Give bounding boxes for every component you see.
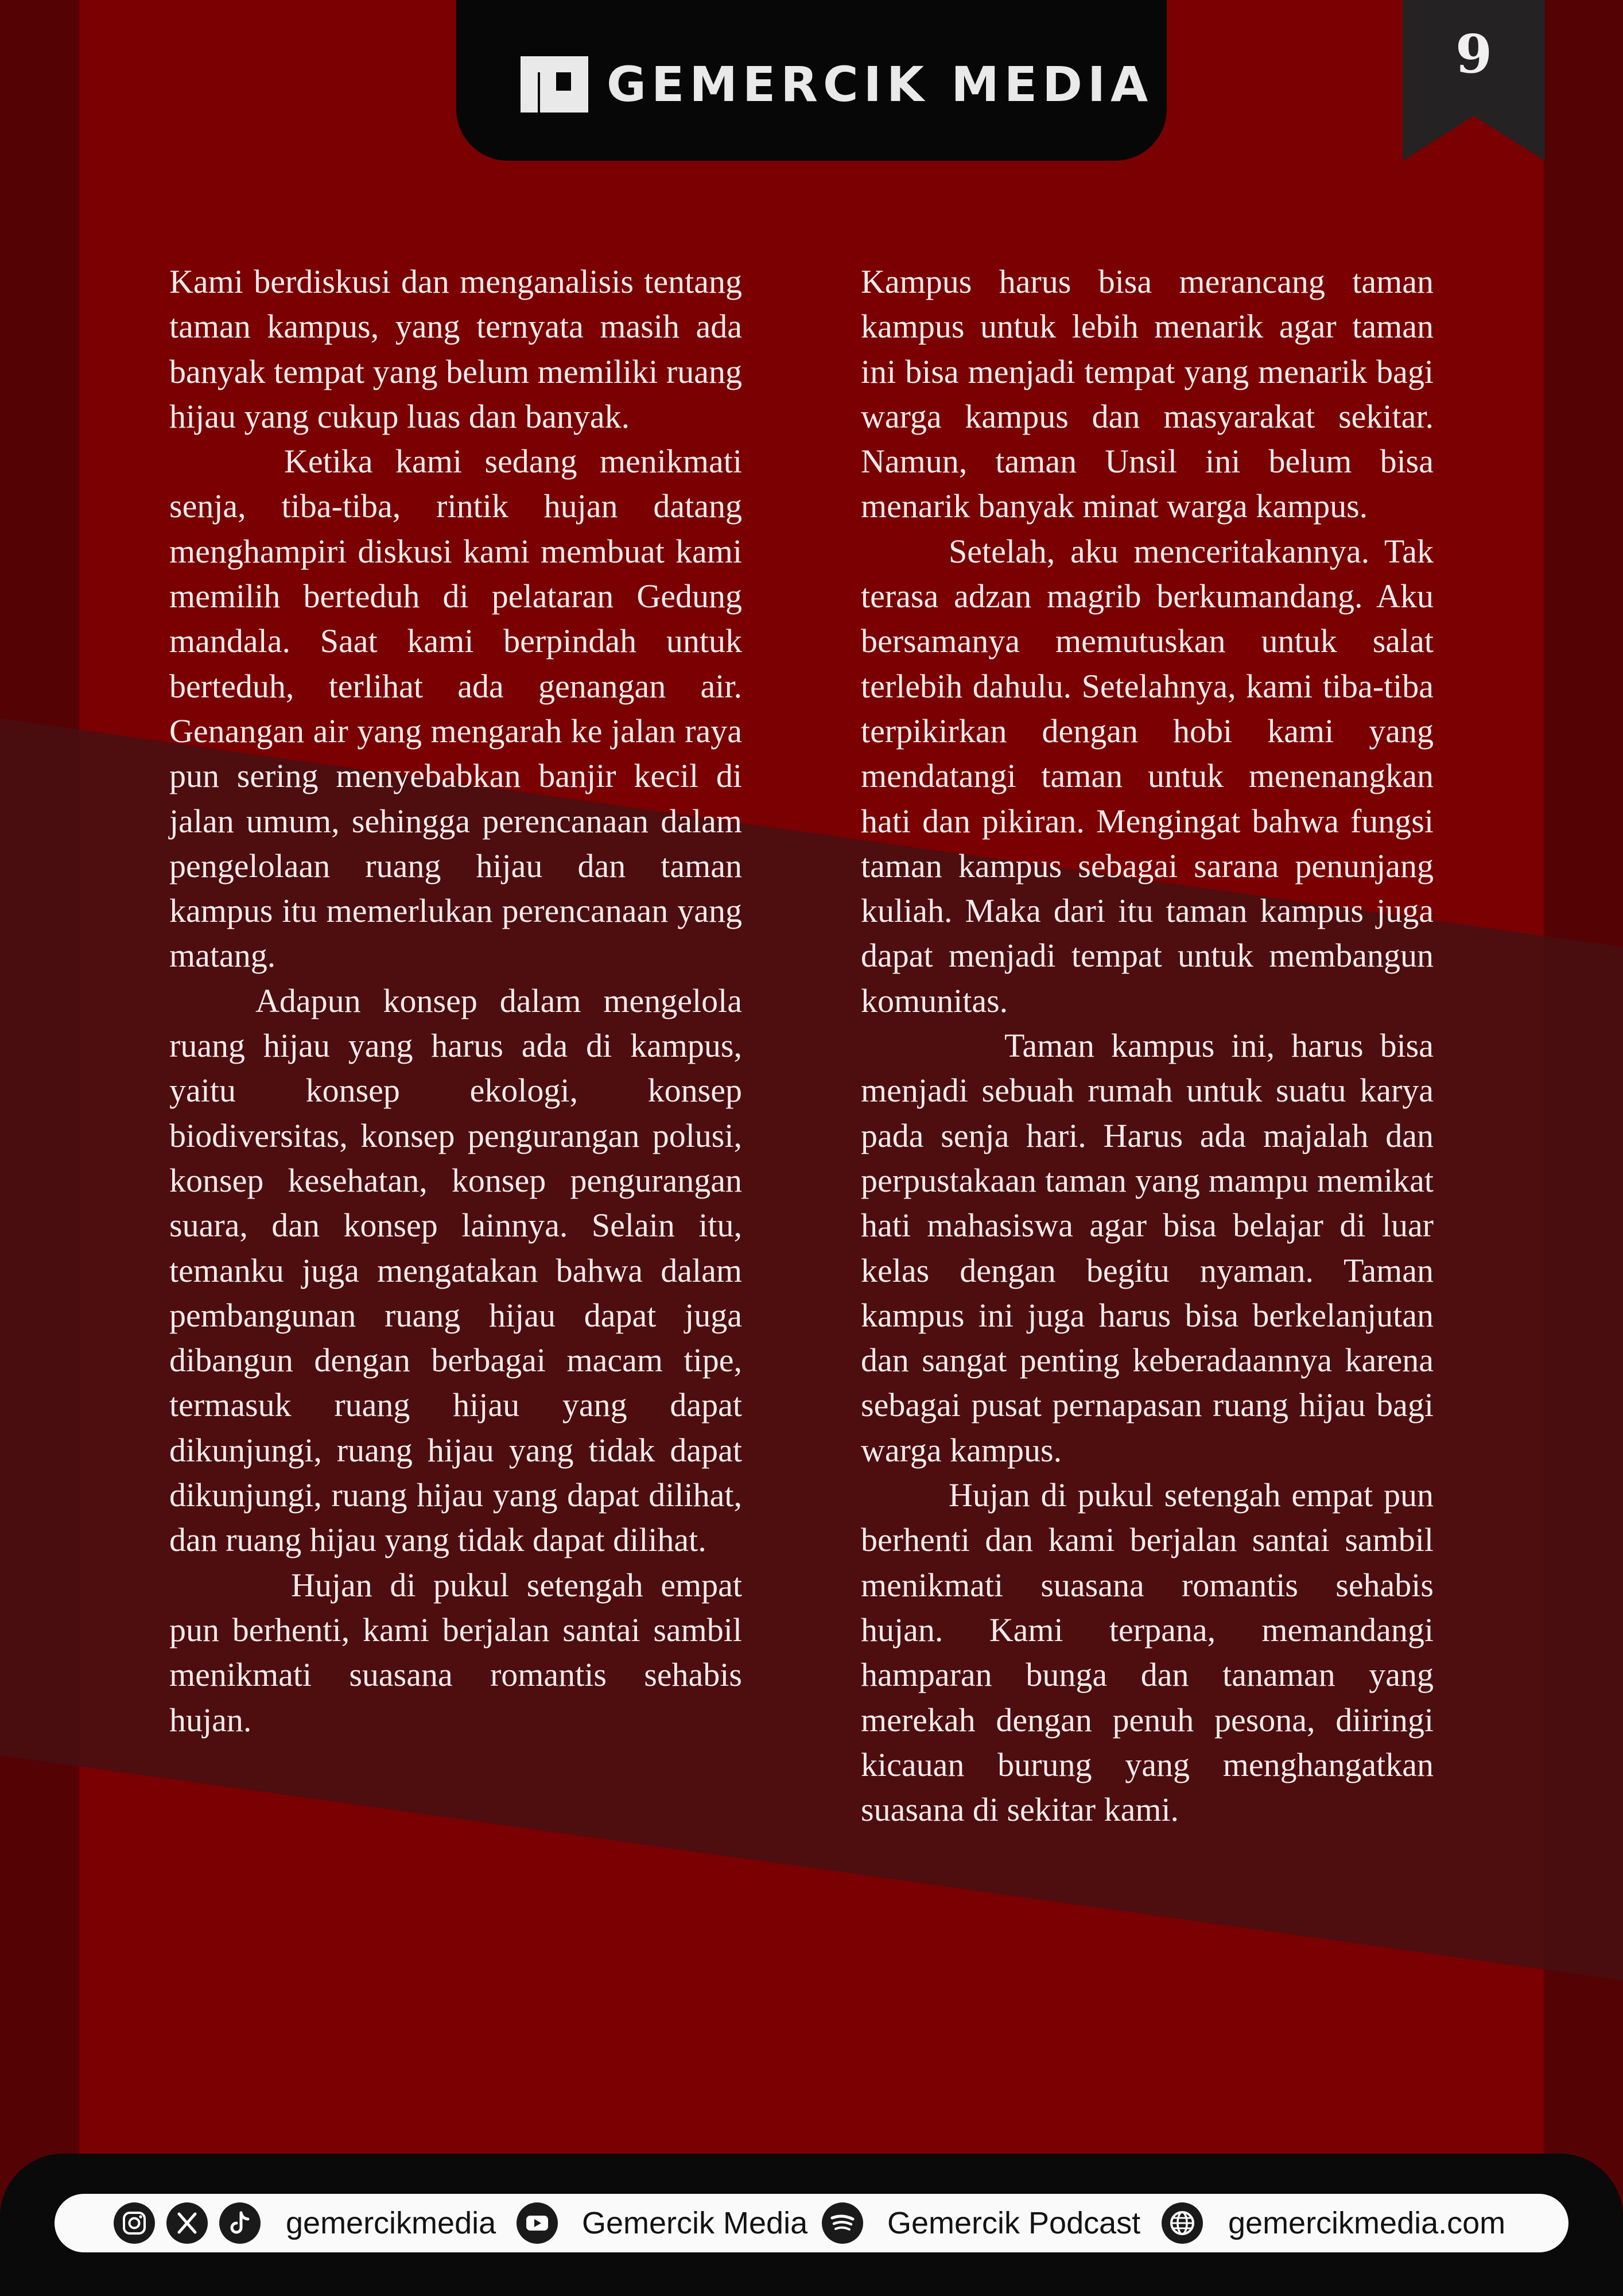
brand-name: GEMERCIK MEDIA [607,56,1154,113]
left-paragraph-3: Adapun konsep dalam mengelola ruang hijau yang harus ada di kampus, yaitu konsep ekologi, konsep biodiversitas, konsep pengurangan polusi, konsep kesehatan, konsep pengurangan suara, dan konsep lainnya. Selain itu, temanku juga mengatakan bahwa dalam pembangunan ruang hijau dapat juga dibangun dengan berbagai macam tipe, termasuk ruang hijau yang dapat dikunjungi, ruang hijau yang tidak dapat dikunjungi, ruang hijau yang dapat dilihat, dan ruang hijau yang tidak dapat dilihat. [169,982,742,1559]
right-paragraph-4: Hujan di pukul setengah empat pun berhenti dan kami berjalan santai sambil menikmati suasana romantis sehabis hujan. Kami terpana, memandangi hamparan bunga dan tanaman yang merekah dengan penuh pesona, diiringi kicauan burung yang menghangatkan suasana di sekitar kami. [861,1476,1434,1829]
instagram-icon[interactable] [114,2202,155,2244]
left-paragraph-4: Hujan di pukul setengah empat pun berhenti, kami berjalan santai sambil menikmati suasana romantis sehabis hujan. [169,1566,742,1739]
x-icon[interactable] [166,2202,208,2244]
left-column [169,259,742,1743]
right-paragraph-1: Kampus harus bisa merancang taman kampus untuk lebih menarik agar taman ini bisa menjadi tempat yang menarik bagi warga kampus dan masyarakat sekitar. Namun, taman Unsil ini belum bisa menarik banyak minat warga kampus. [861,263,1434,525]
podcast-label[interactable]: Gemercik Podcast [887,2206,1141,2240]
youtube-icon[interactable] [517,2202,558,2244]
left-paragraph-2: Ketika kami sedang menikmati senja, tiba-tiba, rintik hujan datang menghampiri diskusi kami membuat kami memilih berteduh di pelataran Gedung mandala. Saat kami berpindah untuk berteduh, terlihat ada genangan air. Genangan air yang mengarah ke jalan raya pun sering menyebabkan banjir kecil di jalan umum, sehingga perencanaan dalam pengelolaan ruang hijau dan taman kampus itu memerlukan perencanaan yang matang. [169,443,742,975]
gemercik-logo-icon [521,56,588,113]
youtube-label[interactable]: Gemercik Media [582,2206,808,2240]
tiktok-icon[interactable] [219,2202,261,2244]
right-paragraph-2: Setelah, aku menceritakannya. Tak terasa adzan magrib berkumandang. Aku bersamanya memutuskan untuk salat terlebih dahulu. Setelahnya, kami tiba-tiba terpikirkan dengan hobi kami yang mendatangi taman untuk menenangkan hati dan pikiran. Mengingat bahwa fungsi taman kampus sebagai sarana penunjang kuliah. Maka dari itu taman kampus juga dapat menjadi tempat untuk membangun komunitas. [861,532,1434,1019]
social-handle-label[interactable]: gemercikmedia [286,2206,496,2240]
left-paragraph-1: Kami berdiskusi dan menganalisis tentang taman kampus, yang ternyata masih ada banyak tempat yang belum memiliki ruang hijau yang cukup luas dan banyak. [169,263,742,435]
header-tab [456,0,1167,161]
page-number: 9 [1455,23,1492,85]
spotify-icon[interactable] [822,2202,863,2244]
right-column [861,259,1434,1832]
right-paragraph-3: Taman kampus ini, harus bisa menjadi sebuah rumah untuk suatu karya pada senja hari. Harus ada majalah dan perpustakaan taman yang mampu memikat hati mahasiswa agar bisa belajar di luar kelas dengan begitu nyaman. Taman kampus ini juga harus bisa berkelanjutan dan sangat penting keberadaannya karena sebagai pusat pernapasan ruang hijau bagi warga kampus. [861,1027,1434,1469]
globe-icon[interactable] [1162,2202,1203,2244]
website-label[interactable]: gemercikmedia.com [1228,2206,1506,2240]
